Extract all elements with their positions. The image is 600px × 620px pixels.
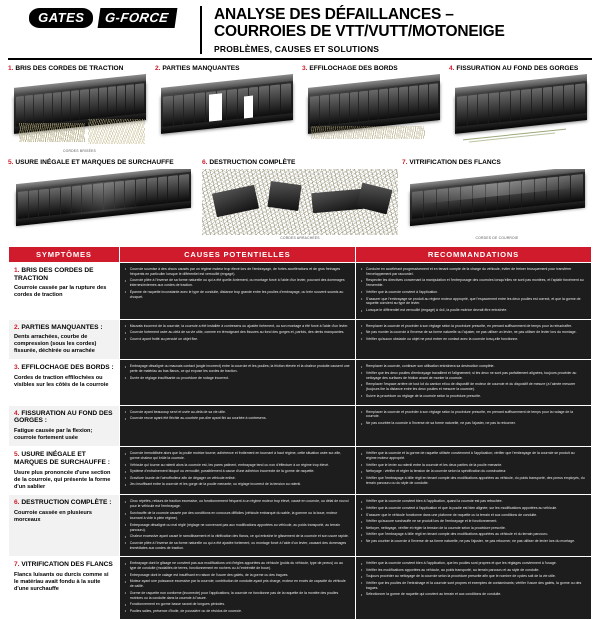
symptom-cell-4 xyxy=(9,405,120,447)
recommendation-item: • Suivre la procédure ou réglage de la courroie selon la procédure prescrite. xyxy=(361,394,586,399)
cause-item: • Embrayage dont le glisage ne convient pas aux modifications ont d'règles apportées au véhicule (poids du véhicule, type de pneus) ou au type de conduite (modalités de terres, fonctionnement en rochers ou à l'extrémité de boue). xyxy=(125,561,350,571)
symptom-2-desc: Dents arrachées, courbe de compression (sous les cordes) fissurée, déchirée ou arrachée xyxy=(14,334,97,355)
cause-item: • Fonctionnement en gorme basse ravant de longues périodes. xyxy=(125,602,350,607)
table-row xyxy=(9,557,592,620)
symptom-6-number: 6. xyxy=(14,499,20,507)
cause-item: • Chaleur excessive ayant causé le ramollissement et la vitrification des flancs, ce qui entraîne le glissement de la courroie et son usure rapide. xyxy=(125,534,350,539)
illustration-1-number: 1. xyxy=(8,64,14,72)
gforce-logo: G-FORCE xyxy=(98,8,178,28)
recommendation-item: • Vérifier que les deux poulies d'embrayage travaillent et l'alignement; si les deux ne sont pas parfaitement alignées, toujours procéder au nettoyage des surfaces de friction avant de monter la courroie. xyxy=(361,371,586,381)
cause-item: • Épanne de raquette inconstante avec le type de conduite, distance trop grande entre les poulies d'embrayage, ou trein souvent soumis au choquet. xyxy=(125,290,350,300)
recommendations-cell-5 xyxy=(355,447,591,495)
illustration-5-number: 5. xyxy=(8,159,14,167)
recommendation-item: • Ne pas courbée la courroie à l'inverse de sa forme naturelle, ne pas l'ajuster, ne pas la retourner. xyxy=(361,421,586,426)
symptom-1-title: BRIS DES CORDES DE TRACTION xyxy=(14,266,94,282)
illustration-7-number: 7. xyxy=(402,159,408,167)
symptom-4-title: FISSURATION AU FOND DES GORGES : xyxy=(14,409,113,425)
causes-cell-4 xyxy=(119,405,355,447)
table-row xyxy=(9,360,592,405)
illustration-7-caption: CORDES DE COURROIE xyxy=(475,235,519,240)
illustration-7-title: VITRIFICATION DES FLANCS xyxy=(409,159,501,167)
illustration-5-title: USURE INÉGALE ET MARQUES DE SURCHAUFFE xyxy=(15,159,174,167)
recommendation-item: • Lorsque le différentiel est verrouillé (engagé) à 4x4, la poulie motrice devrait être entraînée. xyxy=(361,308,586,313)
illustration-1 xyxy=(8,65,151,154)
header-symptomes: SYMPTÔMES xyxy=(9,246,120,262)
cause-item: • Mauvais incorrect de la courroie; la courroie a été installée à contresens ou ajustée fortement, ou son montage a été forcé à l'aide d'un levier. xyxy=(125,324,350,329)
table-row xyxy=(9,405,592,447)
cause-item: • Courroie soumise à des chocs causés par un régime moteur trop élevé lors de l'embrayage, de fortes accélérations et de gros freinages fréquents en particulier lorsque le différentiel est verrouillé (engagé). xyxy=(125,267,350,277)
illustration-4 xyxy=(449,65,592,154)
illustration-3-title: EFFILOCHAGE DES BORDS xyxy=(309,64,398,72)
title-block xyxy=(212,6,592,54)
illustration-3-art xyxy=(302,74,445,148)
cause-item: • Surchauffe de la courroie causée par des conditions en concours difficiles (véhicule embarqué du sable, la gomme ou la boue, moteur tournant à vide à plein régime). xyxy=(125,511,350,521)
cause-item: • Courroi ayant frotté au percuté un objet fixe. xyxy=(125,337,350,342)
illustration-7 xyxy=(402,159,592,240)
illustration-4-title: FISSURATION AU FOND DES GORGES xyxy=(456,64,579,72)
recommendation-item: • Nettoyage : vérifier et régler la tension de la courroie selon la spécification du constructeur. xyxy=(361,469,586,474)
illustration-6-number: 6. xyxy=(202,159,208,167)
recommendation-item: • S'assurer que l'embrayage se produit au régime moteur approprié, que l'espacement entre les deux poulies est correct, et que la gorme de raquette convient au type de levier. xyxy=(361,297,586,307)
table-row xyxy=(9,262,592,319)
symptom-5-title: USURE INÉGALE ET MARQUES DE SURCHAUFFE : xyxy=(14,451,110,466)
cause-item: • Courroie reuve ayant été fléchie au-courbée par-dire ayant fini au courbée à contresens. xyxy=(125,416,350,421)
recommendation-item: • Vérifier que l'embrayage à bille régit en tenant compte des modifications apportées au véhicule, du poids transporté, des pneus employés, du terrain parcouru ou du style de conduite. xyxy=(361,476,586,486)
recommendations-cell-7 xyxy=(355,557,591,620)
cause-item: • Moteur ayant une puissance excessive par la courroie; contribution de conduite ayant pris charge, moteur en excès de capacité du véhicule de calité. xyxy=(125,579,350,589)
symptom-5-desc: Usure plus prononcée d'une section de la courroie, qui présente la forme d'un sablier xyxy=(14,469,111,490)
symptom-3-title: EFFILOCHAGE DES BORDS : xyxy=(21,364,114,372)
illustration-grid xyxy=(8,65,592,240)
recommendation-item: • Vérifier qu'aucun obstacle ou objet ne peut entrer en contact avec la courroie lorsq-elle fonctionne. xyxy=(361,337,586,342)
recommendation-item: • Vérifier que la courroie convient à l'application et que la poulie est bien alignée; sur les modifications apportées au véhicule. xyxy=(361,506,586,511)
recommendation-item: • Vérifier les modifications apportées au véhicule, au poids transporté, au terrain parcouru et au style de conduite. xyxy=(361,568,586,573)
failure-analysis-table xyxy=(8,246,592,620)
table-row xyxy=(9,495,592,557)
symptom-1-desc: Courroie cassée par la rupture des cordes de traction xyxy=(14,285,107,299)
illustration-5-art xyxy=(8,169,198,235)
recommendations-cell-1 xyxy=(355,262,591,319)
symptom-2-number: 2. xyxy=(14,323,20,331)
cause-item: • Courroie immobilisée alors que la poulie motrice tourne; adhérence et frottement en tournant à haut régime, cette situation usée sur-elle, gorme chaleur qui brûle la courroie. xyxy=(125,451,350,461)
illustration-6-title: DESTRUCTION COMPLÈTE xyxy=(209,159,296,167)
page-title-line1: ANALYSE DES DÉFAILLANCES – xyxy=(214,6,454,23)
recommendations-cell-3 xyxy=(355,360,591,405)
table-header-row xyxy=(9,246,592,262)
recommendation-item: • Vérifier que le levier au ralenti entre la courroie et les deux parties de la poulie menante. xyxy=(361,463,586,468)
causes-cell-5 xyxy=(119,447,355,495)
illustration-4-art xyxy=(449,74,592,148)
illustration-3-number: 3. xyxy=(302,64,308,72)
cause-item: • Entreposage désaligné ou mal réglé (réglage ne convenant pas aux modifications apportées au véhicule, au poids transporté, au terrain parcouru). xyxy=(125,523,350,533)
brand-block xyxy=(8,6,198,28)
cause-item: • Véhicule qui tourne au ralenti alors la courroie est, les pares patinent, embrayage tend ou non d'éffectuer à un régime trop élevé. xyxy=(125,463,350,468)
cause-item: • Durée de réglage insuffisante ou procédure de rodage incorrect. xyxy=(125,376,350,381)
symptom-6-desc: Courroie cassée en plusieurs morceaux xyxy=(14,510,93,524)
cause-item: • Embrayage désaligné ou mauvais contact (angle incorrect) entre la courroie et les poulies; la friction élevée et la chaleur produite causent une perte de matériau au bas flancs, ce qui expose les cordes de traction. xyxy=(125,364,350,374)
illustration-1-caption: CORDES BRISÉES xyxy=(63,149,96,154)
table-row xyxy=(9,447,592,495)
illustration-2 xyxy=(155,65,298,154)
recommendations-cell-6 xyxy=(355,495,591,557)
symptom-2-title: PARTIES MANQUANTES : xyxy=(21,323,103,331)
recommendation-item: • Remplacer l'espace arrière de tout lot du camion et/ou de dispositif de moteur de courroie et du dispositif de mesure (a l'aimée mesurer (toujours lire la distance entre les deux poulies et mesurer la courroie). xyxy=(361,382,586,392)
recommendation-item: • Respecter les directives concernant la manipulation et l'entreposage des courroies lorsqu'elles ne sont pas montées, et l'aplatir forcément au l'ensemble. xyxy=(361,278,586,288)
symptom-cell-1 xyxy=(9,262,120,319)
symptom-cell-6 xyxy=(9,495,120,557)
symptom-cell-5 xyxy=(9,447,120,495)
header-divider xyxy=(200,6,202,54)
illustration-row-2 xyxy=(8,159,592,240)
recommendation-item: • Vérifier que les poulies de l'entraînage et la courroie sont propres et exemptes de contaminants; vérifier l'usure des galets, la gorme ou des bagues. xyxy=(361,581,586,591)
gates-logo: GATES xyxy=(29,8,93,28)
page-subtitle: PROBLÈMES, CAUSES ET SOLUTIONS xyxy=(214,43,380,54)
cause-item: • Courroie ayant beaucoup servi et usée au-delà de sa vie utile. xyxy=(125,410,350,415)
illustration-3 xyxy=(302,65,445,154)
recommendation-item: • Remplacer la courroie, continuer son utilisation entraînera sa destruction complète. xyxy=(361,364,586,369)
cause-item: • Courroie fortement usée au-delà de sa vie utile, comme en témoignant des fissures au fond des gorges et, parfois, des dents manquantes. xyxy=(125,330,350,335)
symptom-6-title: DESTRUCTION COMPLÈTE : xyxy=(21,499,112,507)
cause-item: • Jeu insuffisant entre la courroie et les gorge de la poulie menante; ou réglage incorrect de la tension au ralenti. xyxy=(125,482,350,487)
cause-item: • Système d'entraînement bloqué ou verrouillé; possiblement à cause d'une adhérion incorrecte de la gorme de raquette. xyxy=(125,469,350,474)
symptom-cell-3 xyxy=(9,360,120,405)
illustration-4-number: 4. xyxy=(449,64,455,72)
illustration-5 xyxy=(8,159,198,240)
cause-item: • Choc répétés, retours de traction excessive, ou fonctionnement fréquent à un régime moteur trop élevé, causé en courroie, ou délai de rouvoi pour le véhicule est l'embrayage. xyxy=(125,499,350,509)
symptom-7-desc: Flancs luisants ou durcis comme si le matériau avait fondu à la suite d'une surchauffe xyxy=(14,571,109,592)
recommendation-item: • Conduire en accélérant progressivement et en tenant compte de la charge du véhicule, éviter de freiner brusquement pour transférer l'enveloppement par raccordel. xyxy=(361,267,586,277)
symptom-4-number: 4. xyxy=(14,409,20,417)
recommendation-item: • Remplacer la courroie et procéder à son réglage selon la procédure prescrite, en prenant suffisamment de temps pour la rodage de la courroie. xyxy=(361,410,586,420)
cause-item: • Courroie pliée à l'inverse de sa forme naturelle ou qui a été ajustée fortement, ou montage forcé à l'aide d'un levier, causant des dommages immédiates aux cordes de traction. xyxy=(125,541,350,551)
recommendations-cell-4 xyxy=(355,405,591,447)
recommendation-item: • Remplacer la courroie et procéder à son réglage selon la procédure prescrite, en prenant suffisamment de temps pour la rebuchaffer. xyxy=(361,324,586,329)
illustration-7-art xyxy=(402,169,592,235)
page-title-line2: COURROIES DE VTT/VUTT/MOTONEIGE xyxy=(214,23,505,41)
cause-item: • Gravilure lourde de l'aéroffrolleur afin de dégager un véhicule enlisé. xyxy=(125,476,350,481)
recommendation-item: • Vérifier que la courroie convient bien à l'application, quand la courroie est pas rebuchée. xyxy=(361,499,586,504)
recommendation-item: • S'assurer que le véhicule fonctionne dans une plafonne de raquette ou la terrain et aux conditions de conduite. xyxy=(361,513,586,518)
header-causes: CAUSES POTENTIELLES xyxy=(119,246,355,262)
cause-item: • Entreposage dont le calage est insuffisant en raison de l'usure des galets, de la gorme ou des bagues. xyxy=(125,573,350,578)
illustration-2-number: 2. xyxy=(155,64,161,72)
table-row xyxy=(9,319,592,360)
causes-cell-6 xyxy=(119,495,355,557)
illustration-6-caption: CORDES ARRACHÉES xyxy=(280,235,320,240)
recommendation-item: • Vérifier que la courroie convient à l'application. xyxy=(361,290,586,295)
recommendation-item: • Vérifier que l'embrayage à bille régit en tenant compte des modifications apportées au véhicule et du terrain parcouru. xyxy=(361,532,586,537)
recommendation-item: • Ne pas courber la courroie à l'inverse de sa forme naturelle, ne pas l'ajuster, ne pas retourner, ne pas utiliser de levier lors du montage. xyxy=(361,539,586,544)
cause-item: • Courroie pliée à l'inverse de sa forme naturelle ou qui a été quelle-fortement, ou montage forcé à l'aide d'un levier, pouvant des dommages internes/externes aux cordes de traction. xyxy=(125,278,350,288)
symptom-cell-2 xyxy=(9,319,120,360)
illustration-2-title: PARTIES MANQUANTES xyxy=(162,64,240,72)
illustration-1-title: BRIS DES CORDES DE TRACTION xyxy=(15,64,124,72)
illustration-6-art xyxy=(202,169,398,235)
page-header xyxy=(8,6,592,60)
illustration-row-1 xyxy=(8,65,592,154)
cause-item: • Gorme de raquette non conforme (incorrecte) pour l'applications; la courroie ne fonctionne pas de la raquette de la montée des poulies motrices ou la conduite dans la courroie à l'usure. xyxy=(125,591,350,601)
cause-item: • Poulies salies, présence d'huile, de poussière ou de résidus de courroie. xyxy=(125,609,350,614)
illustration-1-art xyxy=(8,74,151,148)
recommendation-item: • Nettoyer, nettoyage, vérifier et régler la tension de la courroie selon la procédure prescrite. xyxy=(361,526,586,531)
illustration-6 xyxy=(202,159,398,240)
recommendation-item: • Toujours procéder au nettoyage de la courroie selon la procédure prescrite afin que le nombre de cycles soit de la vie utile. xyxy=(361,574,586,579)
causes-cell-3 xyxy=(119,360,355,405)
symptom-5-number: 5. xyxy=(14,451,20,458)
recommendation-item: • Vérifier que la courroie convient bien à l'application, que les poulies sont propres et que les réglages conviennent à l'usage. xyxy=(361,561,586,566)
symptom-3-desc: Cordes de traction effilochées ou visibles sur les côtés de la courroie xyxy=(14,375,109,389)
recommendation-item: • Sélectionner la gorme de raquette qui convient au terrain et aux conditions de conduite. xyxy=(361,592,586,597)
symptom-4-desc: Fatigue causée par la flexion; courroie fortement usée xyxy=(14,428,93,442)
symptom-3-number: 3. xyxy=(14,364,20,372)
causes-cell-7 xyxy=(119,557,355,620)
header-recommandations: RECOMMANDATIONS xyxy=(355,246,591,262)
recommendation-item: • Ne pas monter la courroie à l'inverse de sa forme naturelle ou l'ajuster, ne pas utiliser un levier, ne pas utiliser de levier lors du montage. xyxy=(361,330,586,335)
causes-cell-2 xyxy=(119,319,355,360)
symptom-7-title: VITRIFICATION DES FLANCS xyxy=(21,561,113,569)
recommendations-cell-2 xyxy=(355,319,591,360)
symptom-1-number: 1. xyxy=(14,266,20,274)
recommendation-item: • Vérifier que la courroie et la gorme de raquette utilisée conviennent à l'application; vérifier que l'embrayage de la courroie se produit au régime moteur approprié. xyxy=(361,451,586,461)
causes-cell-1 xyxy=(119,262,355,319)
symptom-7-number: 7. xyxy=(14,561,20,569)
symptom-cell-7 xyxy=(9,557,120,620)
illustration-2-art xyxy=(155,74,298,148)
recommendation-item: • Vérifier qu'aucune surchauffe ne se produit lors de l'embrayage et le fonctionnement. xyxy=(361,519,586,524)
